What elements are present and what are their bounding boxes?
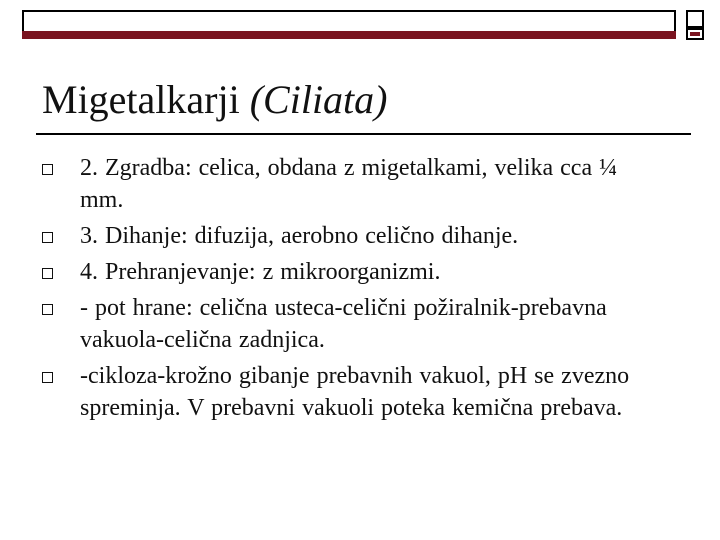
corner-square-top (686, 10, 704, 28)
bullet-list (0, 152, 720, 428)
bullet-item (0, 292, 640, 356)
bullet-text: - pot hrane: celična usteca-celični požiralnik-prebavna vakuola-celična zadnjica. (80, 295, 607, 353)
header-accent-stripe (22, 31, 676, 39)
hollow-square-icon (42, 268, 53, 279)
bullet-text: 2. Zgradba: celica, obdana z migetalkami, velika cca ¼ mm. (80, 155, 618, 213)
corner-square-fill (690, 32, 700, 36)
slide-title-latin: (Ciliata) (249, 77, 388, 122)
bullet-text: 3. Dihanje: difuzija, aerobno celično dihanje. (80, 223, 519, 249)
bullet-item (0, 152, 640, 216)
hollow-square-icon (42, 164, 53, 175)
hollow-square-icon (42, 304, 53, 315)
bullet-item (0, 220, 640, 252)
bullet-item (0, 360, 640, 424)
slide-title (42, 76, 388, 124)
hollow-square-icon (42, 232, 53, 243)
bullet-item (0, 256, 640, 288)
slide-title-main: Migetalkarji (42, 77, 240, 122)
bullet-text: -cikloza-krožno gibanje prebavnih vakuol, pH se zvezno spreminja. V prebavni vakuoli poteka kemična prebava. (80, 363, 630, 421)
hollow-square-icon (42, 372, 53, 383)
title-divider (36, 133, 691, 135)
bullet-text: 4. Prehranjevanje: z mikroorganizmi. (80, 259, 441, 285)
